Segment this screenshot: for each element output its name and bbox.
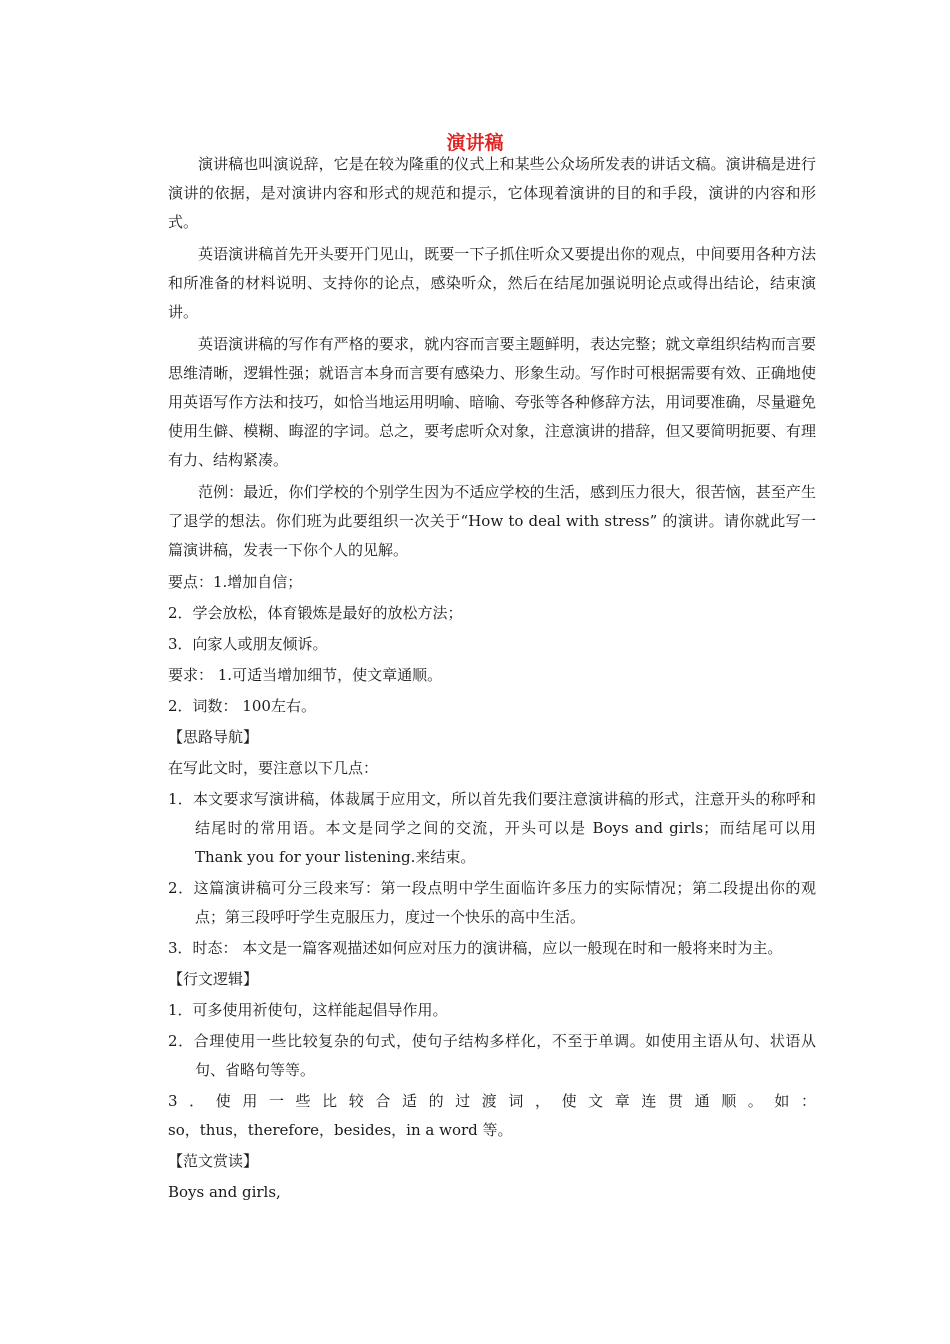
intro-paragraph-2: 英语演讲稿首先开头要开门见山，既要一下子抓住听众又要提出你的观点，中间要用各种方法和所准备的材料说明、支持你的论点，感染听众，然后在结尾加强说明论点或得出结论，结束演讲。 [168,245,816,321]
logic-item-1: 1．可多使用祈使句，这样能起倡导作用。 [168,1001,448,1019]
logic-item-3-line-1: 3．使用一些比较合适的过渡词，使文章连贯通顺。如： [168,1092,816,1110]
requirement-2: 2．词数： 100左右。 [168,697,316,715]
requirement-1: 要求： 1.可适当增加细节，使文章通顺。 [168,666,443,684]
section-intro: 在写此文时，要注意以下几点： [168,759,379,777]
thinking-item-1: 1．本文要求写演讲稿，体裁属于应用文，所以首先我们要注意演讲稿的形式，注意开头的称呼和结尾时的常用语。本文是同学之间的交流，开头可以是 Boys and girls；而结尾可以用Thank you for your listening.来结束。 [168,790,816,866]
sample-opening: Boys and girls, [168,1183,281,1201]
point-3: 3．向家人或朋友倾诉。 [168,635,328,653]
logic-item-2: 2．合理使用一些比较复杂的句式，使句子结构多样化，不至于单调。如使用主语从句、状语从句、省略句等等。 [168,1032,816,1079]
thinking-item-3: 3．时态： 本文是一篇客观描述如何应对压力的演讲稿，应以一般现在时和一般将来时为主。 [168,939,783,957]
point-1: 要点：1.增加自信； [168,573,303,591]
section-heading-thinking: 【思路导航】 [168,728,259,746]
logic-item-3 [168,1087,816,1145]
intro-paragraph-3: 英语演讲稿的写作有严格的要求，就内容而言要主题鲜明，表达完整；就文章组织结构而言要思维清晰，逻辑性强；就语言本身而言要有感染力、形象生动。写作时可根据需要有效、正确地使用英语写作方法和技巧，如恰当地运用明喻、暗喻、夸张等各种修辞方法，用词要准确，尽量避免使用生僻、模糊、晦涩的字词。总之，要考虑听众对象，注意演讲的措辞，但又要简明扼要、有理有力、结构紧凑。 [168,335,816,469]
section-heading-logic: 【行文逻辑】 [168,970,259,988]
point-2: 2．学会放松，体育锻炼是最好的放松方法； [168,604,463,622]
document-title: 演讲稿 [446,132,504,154]
thinking-item-2: 2．这篇演讲稿可分三段来写：第一段点明中学生面临许多压力的实际情况；第二段提出你的观点；第三段呼吁学生克服压力，度过一个快乐的高中生活。 [168,879,816,926]
logic-item-3-line-2: so，thus，therefore，besides，in a word 等。 [168,1121,513,1139]
example-paragraph: 范例：最近，你们学校的个别学生因为不适应学校的生活，感到压力很大，很苦恼，甚至产生了退学的想法。你们班为此要组织一次关于“How to deal with stress” 的演讲。请你就此写一篇演讲稿，发表一下你个人的见解。 [168,483,816,559]
section-heading-sample: 【范文赏读】 [168,1152,259,1170]
document-body [168,150,816,1209]
intro-paragraph-1: 演讲稿也叫演说辞，它是在较为隆重的仪式上和某些公众场所发表的讲话文稿。演讲稿是进行演讲的依据，是对演讲内容和形式的规范和提示，它体现着演讲的目的和手段，演讲的内容和形式。 [168,155,816,231]
